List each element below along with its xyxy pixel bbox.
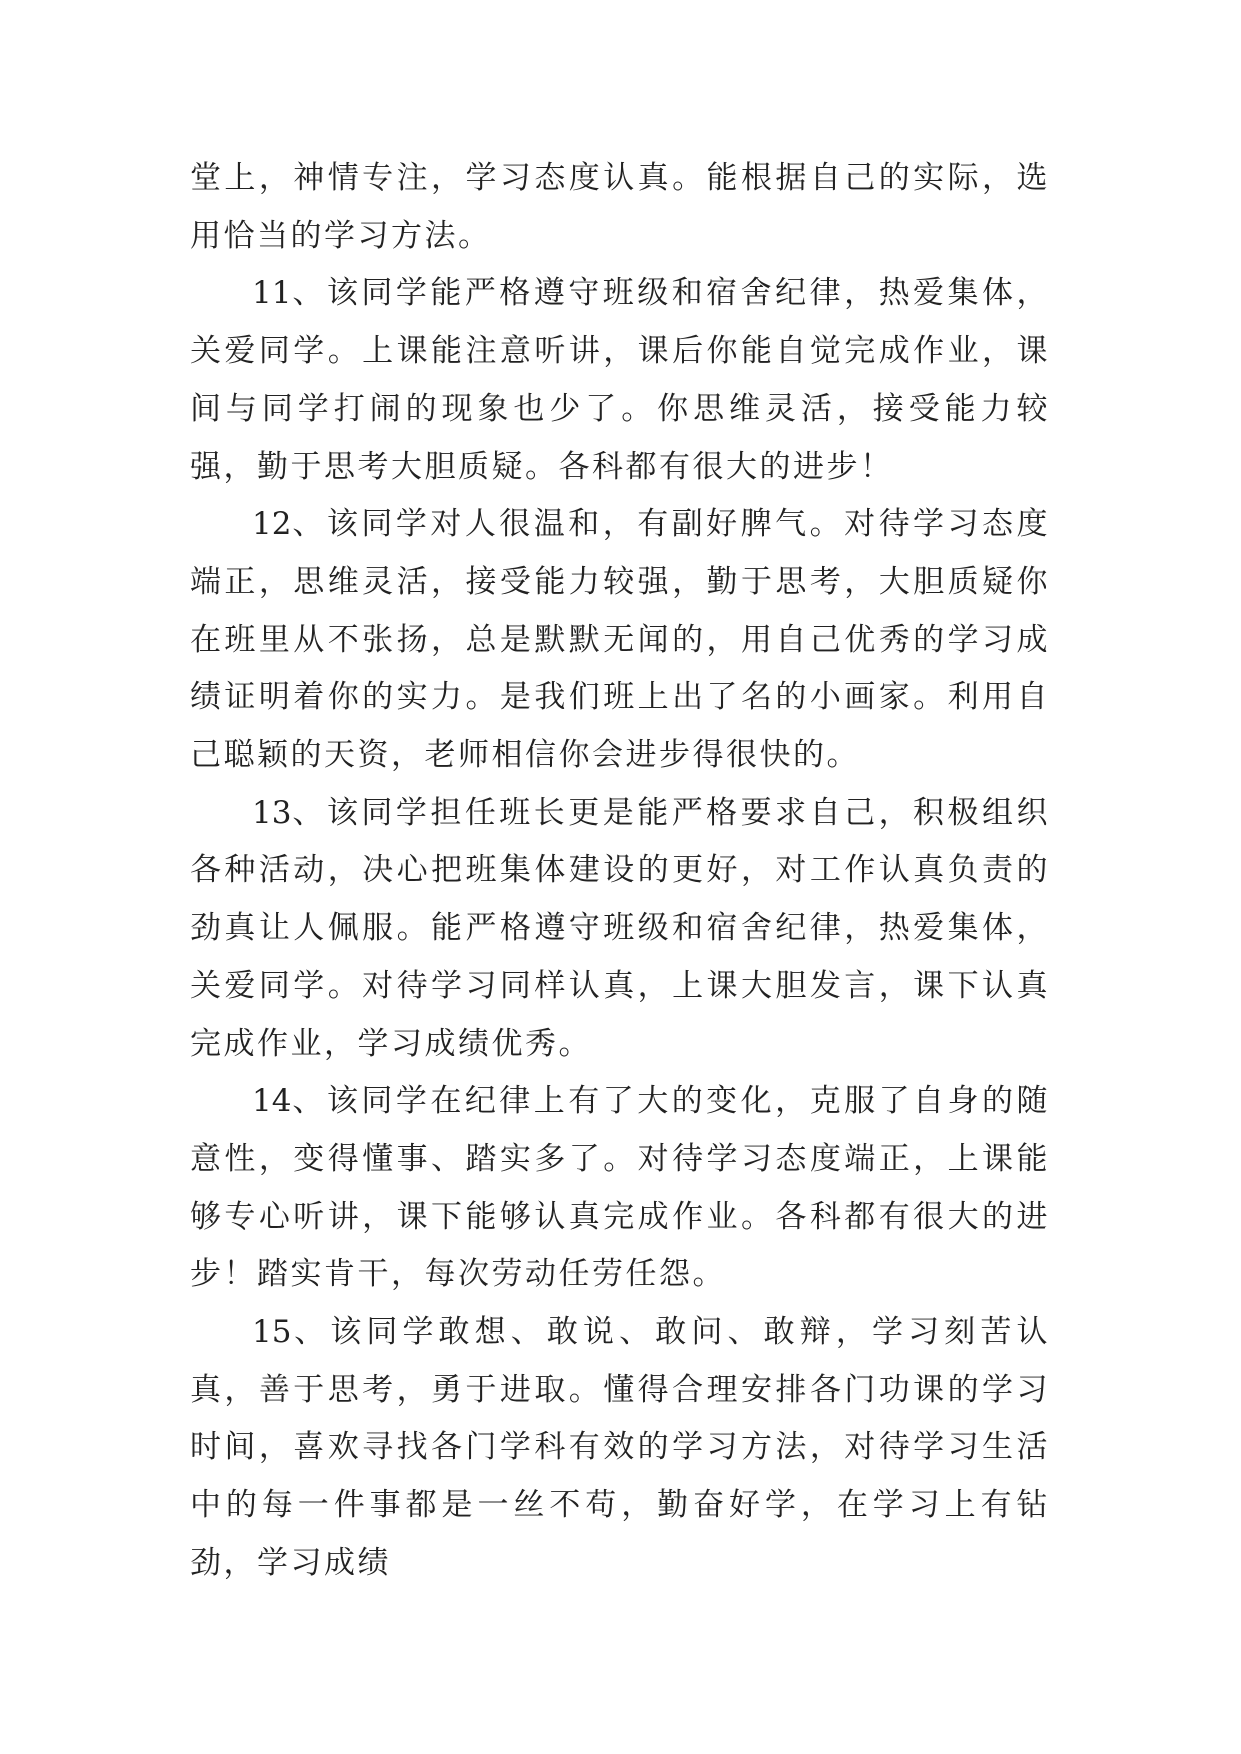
paragraph-text: 、该同学在纪律上有了大的变化，克服了自身的随意性，变得懂事、踏实多了。对待学习态度端正，上课能够专心听讲，课下能够认真完成作业。各科都有很大的进步！踏实肯干，每次劳动任劳任怨。 xyxy=(190,1083,1050,1293)
document-body xyxy=(190,150,1050,1593)
paragraph-11 xyxy=(190,265,1050,496)
paragraph-number: 14 xyxy=(252,1083,292,1120)
paragraph-12 xyxy=(190,496,1050,785)
paragraph-text: 、该同学担任班长更是能严格要求自己，积极组织各种活动，决心把班集体建设的更好，对工作认真负责的劲真让人佩服。能严格遵守班级和宿舍纪律，热爱集体，关爱同学。对待学习同样认真，上课大胆发言，课下认真完成作业，学习成绩优秀。 xyxy=(190,794,1050,1062)
paragraph-continued xyxy=(190,150,1050,265)
paragraph-15 xyxy=(190,1304,1050,1593)
paragraph-13 xyxy=(190,785,1050,1074)
paragraph-text: 、该同学对人很温和，有副好脾气。对待学习态度端正，思维灵活，接受能力较强，勤于思考，大胆质疑你在班里从不张扬，总是默默无闻的，用自己优秀的学习成绩证明着你的实力。是我们班上出了名的小画家。利用自己聪颖的天资，老师相信你会进步得很快的。 xyxy=(190,506,1050,774)
paragraph-text: 、该同学敢想、敢说、敢问、敢辩，学习刻苦认真，善于思考，勇于进取。懂得合理安排各门功课的学习时间，喜欢寻找各门学科有效的学习方法，对待学习生活中的每一件事都是一丝不苟，勤奋好学，在学习上有钻劲，学习成绩 xyxy=(190,1314,1050,1581)
paragraph-number: 13 xyxy=(252,794,292,831)
paragraph-number: 15 xyxy=(252,1314,292,1351)
paragraph-text: 堂上，神情专注，学习态度认真。能根据自己的实际，选用恰当的学习方法。 xyxy=(190,160,1050,254)
paragraph-number: 11 xyxy=(252,275,292,312)
paragraph-number: 12 xyxy=(252,506,292,543)
paragraph-14 xyxy=(190,1073,1050,1304)
paragraph-text: 、该同学能严格遵守班级和宿舍纪律，热爱集体，关爱同学。上课能注意听讲，课后你能自觉完成作业，课间与同学打闹的现象也少了。你思维灵活，接受能力较强，勤于思考大胆质疑。各科都有很大的进步！ xyxy=(190,275,1050,485)
